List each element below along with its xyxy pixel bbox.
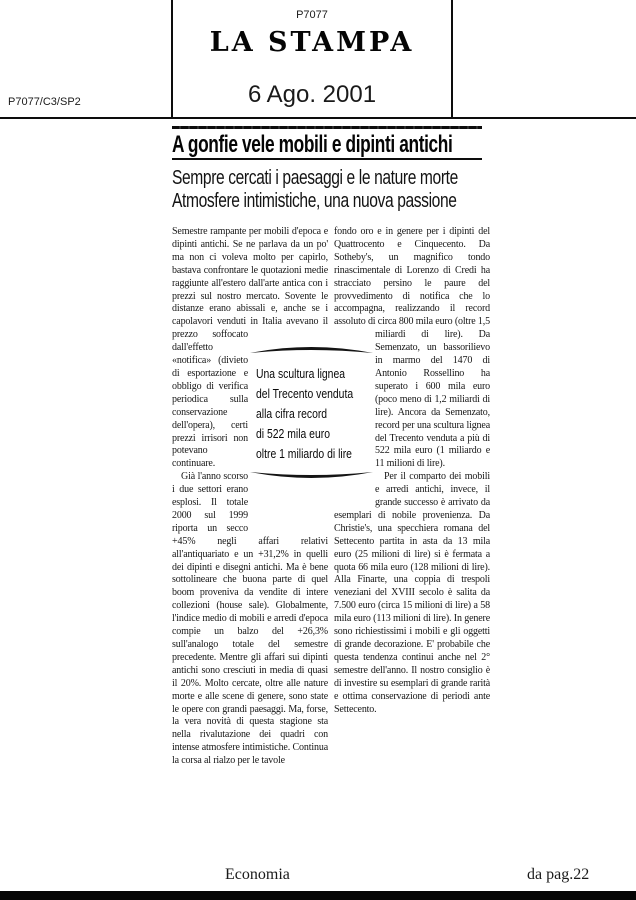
article-headline: A gonfie vele mobili e dipinti antichi xyxy=(172,131,453,158)
pullquote-top-arc-decoration xyxy=(248,341,375,355)
pull-quote-box xyxy=(248,341,375,484)
header-divider-rule xyxy=(0,117,636,119)
body-paragraph: fondo oro e in genere per i dipinti del Quattrocento e Cinquecento. Da Sotheby's, un magnifico tondo rinascimentale di Lorenzo di Credi ha stracciato persino le paure del provvedimento di notifica che lo accompagna, realizzando il record assoluto di circa 800 mila euro (oltre 1,5 miliardi di lire). Da Semenzato, un bassorilievo in marmo del 1470 di Antonio Rossellino ha superato i 600 mila euro (poco meno di 1,2 miliardi di lire). Ancora da Semenzato, record per una scultura lignea del Trecento venduta a più di 522 mila euro (1 miliardo e 11 milioni di lire). xyxy=(334,226,490,470)
article-column-left xyxy=(172,226,328,768)
headline-underline xyxy=(172,158,482,160)
body-paragraph: Per il comparto dei mobili e arredi antichi, invece, il grande successo è arrivato da esemplari di nobile provenienza. Da Christie's, una specchiera romana del Settecento partita in asta da 13 mila euro (25 milioni di lire) si è fermata a quota 66 mila euro (128 milioni di lire). Alla Finarte, una coppia di trespoli veneziani del XVIII secolo è salita da 7.500 euro (circa 15 milioni di lire) a 58 mila euro (113 milioni di lire). In genere sono richiestissimi i mobili e gli oggetti di grande decorazione. E' probabile che questa tendenza continui anche nel 2° semestre dell'anno. Il nostro consiglio è di investire su esemplari di grande rarità e ottima conservazione di periodi ante Settecento. xyxy=(334,471,490,715)
footer-section-label: Economia xyxy=(225,866,290,883)
footer-black-bar xyxy=(0,891,636,900)
article-top-rule xyxy=(172,126,482,129)
pullquote-bottom-arc-decoration xyxy=(248,470,375,484)
clipping-code-left: P7077/C3/SP2 xyxy=(8,96,81,108)
pull-quote-text xyxy=(248,355,354,470)
body-paragraph: Già l'anno scorso i due settori erano esplosi. Il totale 2000 sul 1999 riporta un secco +45% negli affari relativi all'antiquariato e un +31,2% in quelli dei dipinti e disegni antichi. Ma è bene sottolineare che buona parte di quel boom proveniva da vendite di intere collezioni (house sale). Globalmente, l'indice medio di mobili e arredi d'epoca compie un balzo del +26,3% sull'analogo totale del semestre precedente. Mentre gli affari sui dipinti antichi sono cresciuti in media di quasi il 20%. Molto cercate, oltre alle nature morte e alle scene di genere, sono state le opere con grandi paesaggi. Ma, forse, la vera novità di questa stagione sta nella rivalutazione dei quadri con intense atmosfere intimistiche. Continua la corsa al rialzo per le tavole xyxy=(172,471,328,767)
clipping-code-top: P7077 xyxy=(296,9,328,21)
subhead-line: Sempre cercati i paesaggi e le nature morte xyxy=(172,167,458,189)
pull-quote-line: Una scultura lignea xyxy=(256,366,346,381)
issue-date: 6 Ago. 2001 xyxy=(247,81,377,108)
article-subhead xyxy=(172,167,458,213)
pull-quote-line: oltre 1 miliardo di lire xyxy=(256,446,352,461)
body-paragraph: Semestre rampante per mobili d'epoca e dipinti antichi. Se ne parlava da un po' ma non ci voleva molto per capirlo, bastava confrontare le quotazioni medie raggiunte all'estero dall'arte antica con i prezzi sul nostro mercato. Sovente le distanze erano abissali e, anche se i capolavori venduti in Italia avevano il prezzo soffocato dall'effetto «notifica» (divieto di esportazione e obbligo di verifica periodica sulla conservazione dell'opera), certi prezzi irrisori non potevano continuare. xyxy=(172,226,328,470)
subhead-line: Atmosfere intimistiche, una nuova passione xyxy=(172,190,457,212)
masthead-title: LA STAMPA xyxy=(209,27,415,58)
footer-page-reference: da pag.22 xyxy=(527,866,590,883)
pull-quote-line: di 522 mila euro xyxy=(256,426,330,441)
pull-quote-line: del Trecento venduta xyxy=(256,386,354,401)
pull-quote-line: alla cifra record xyxy=(256,406,328,421)
